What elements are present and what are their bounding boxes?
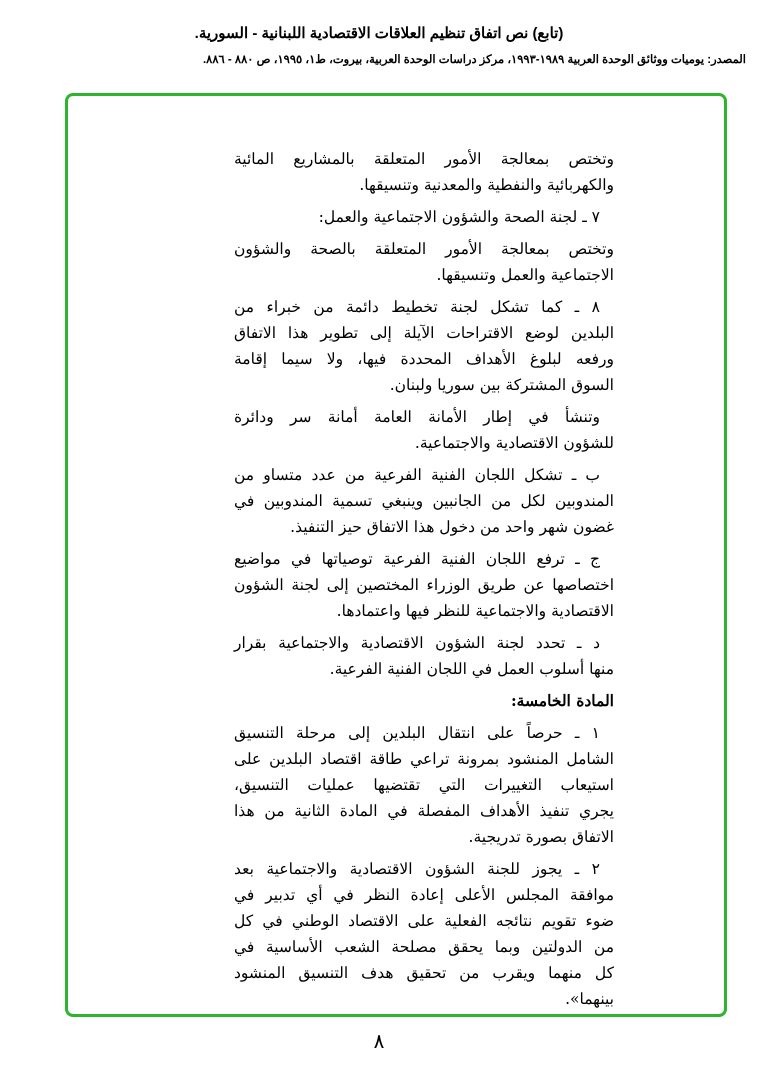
paragraph bbox=[234, 236, 614, 288]
text-line: البلدين لوضع الاقتراحات الآيلة إلى تطوير هذا الاتفاق bbox=[234, 324, 614, 342]
text-line: استيعاب التغييرات التي تقتضيها عمليات التنسيق، bbox=[234, 776, 614, 794]
text-line: ضوء تقويم نتائجه الفعلية على الاقتصاد الوطني في كل bbox=[234, 912, 614, 930]
text-line: للشؤون الاقتصادية والاجتماعية. bbox=[414, 434, 614, 452]
page-number: ٨ bbox=[373, 1029, 385, 1053]
source-citation: المصدر: يوميات ووثائق الوحدة العربية ١٩٨٩-١٩٩٣، مركز دراسات الوحدة العربية، بيروت، ط١، ١٩٩٥، ص ٨٨٠ - ٨٨٦. bbox=[202, 54, 746, 66]
text-line: ورفعه لبلوغ الأهداف المحددة فيها، ولا سيما إقامة bbox=[234, 350, 614, 368]
paragraph bbox=[234, 462, 614, 540]
paragraph bbox=[234, 856, 614, 1012]
text-line: ٨ ـ كما تشكل لجنة تخطيط دائمة من خبراء من bbox=[234, 298, 600, 316]
document-title: (تابع) نص اتفاق تنظيم العلاقات الاقتصادية اللبنانية - السورية. bbox=[194, 25, 564, 42]
text-line: ١ ـ حرصاً على انتقال البلدين إلى مرحلة التنسيق bbox=[234, 724, 600, 742]
text-line: الاجتماعية والعمل وتنسيقها. bbox=[436, 266, 614, 284]
text-line: وتنشأ في إطار الأمانة العامة أمانة سر ودائرة bbox=[234, 408, 600, 426]
text-line: اختصاصها عن طريق الوزراء المختصين إلى لجنة الشؤون bbox=[234, 576, 614, 594]
text-line: ج ـ ترفع اللجان الفنية الفرعية توصياتها في مواضيع bbox=[234, 550, 600, 568]
paragraph bbox=[234, 294, 614, 398]
text-line: ٢ ـ يجوز للجنة الشؤون الاقتصادية والاجتماعية بعد bbox=[234, 860, 600, 878]
text-line: وتختص بمعالجة الأمور المتعلقة بالصحة والشؤون bbox=[234, 240, 614, 258]
text-line: بينهما». bbox=[565, 990, 614, 1008]
text-line: الشامل المنشود بمرونة تراعي طاقة اقتصاد البلدين على bbox=[234, 750, 614, 768]
text-line: والكهربائية والنفطية والمعدنية وتنسيقها. bbox=[359, 176, 614, 194]
text-line: يجري تنفيذ الأهداف المفصلة في المادة الثانية من هذا bbox=[234, 802, 614, 820]
text-line: المندوبين لكل من الجانبين وينبغي تسمية المندوبين في bbox=[234, 492, 614, 510]
text-line: كل منهما ويقرب من تحقيق هدف التنسيق المنشود bbox=[234, 964, 614, 982]
text-line: السوق المشتركة بين سوريا ولبنان. bbox=[389, 376, 614, 394]
text-line: من الدولتين وبما يحقق مصلحة الشعب الأساسية في bbox=[234, 938, 614, 956]
paragraph bbox=[234, 546, 614, 624]
paragraph bbox=[234, 720, 614, 850]
paragraph bbox=[234, 146, 614, 198]
paragraph bbox=[234, 404, 614, 456]
document-body bbox=[234, 146, 614, 1018]
paragraph bbox=[234, 204, 614, 230]
section-heading bbox=[234, 688, 614, 714]
text-line: ٧ ـ لجنة الصحة والشؤون الاجتماعية والعمل: bbox=[318, 208, 600, 226]
text-line: د ـ تحدد لجنة الشؤون الاقتصادية والاجتماعية بقرار bbox=[234, 634, 600, 652]
text-line: المادة الخامسة: bbox=[510, 691, 614, 710]
text-line: موافقة المجلس الأعلى إعادة النظر في أي تدبير في bbox=[234, 886, 614, 904]
text-line: الاتفاق بصورة تدريجية. bbox=[468, 828, 614, 846]
text-line: منها أسلوب العمل في اللجان الفنية الفرعية. bbox=[329, 660, 614, 678]
text-line: غضون شهر واحد من دخول هذا الاتفاق حيز التنفيذ. bbox=[290, 518, 614, 536]
text-line: ب ـ تشكل اللجان الفنية الفرعية من عدد متساو من bbox=[234, 466, 600, 484]
text-line: الاقتصادية والاجتماعية للنظر فيها واعتمادها. bbox=[336, 602, 614, 620]
text-line: وتختص بمعالجة الأمور المتعلقة بالمشاريع المائية bbox=[234, 150, 614, 168]
paragraph bbox=[234, 630, 614, 682]
